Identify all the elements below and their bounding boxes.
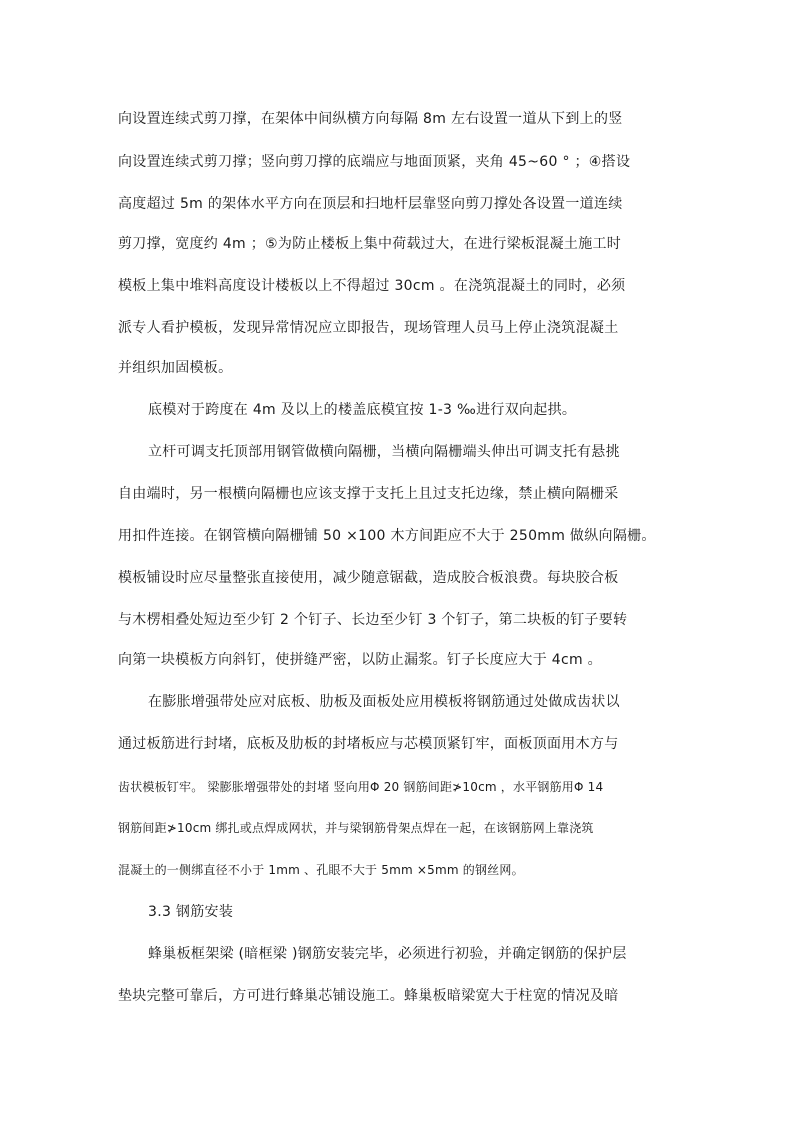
text-line-12: 模板铺设时应尽量整张直接使用，减少随意锯截，造成胶合板浪费。每块胶合板 (118, 570, 619, 586)
text-line-18: 钢筋间距≯10cm 绑扎或点焊成网状，并与梁钢筋骨架点焊在一起，在该钢筋网上靠浇筑 (118, 821, 594, 835)
text-line-4: 剪刀撑，宽度约 4m ；⑤为防止楼板上集中荷载过大，在进行梁板混凝土施工时 (118, 236, 622, 252)
text-line-15: 在膨胀增强带处应对底板、肋板及面板处应用模板将钢筋通过处做成齿状以 (148, 694, 620, 710)
text-line-16: 通过板筋进行封堵，底板及肋板的封堵板应与芯模顶紧钉牢，面板顶面用木方与 (118, 736, 619, 752)
text-line-21: 蜂巢板框架梁 (暗框梁 )钢筋安装完毕，必须进行初验，并确定钢筋的保护层 (148, 946, 627, 962)
text-line-14: 向第一块模板方向斜钉，使拼缝严密，以防止漏浆。钉子长度应大于 4cm 。 (118, 652, 602, 668)
text-line-1: 向设置连续式剪刀撑，在架体中间纵横方向每隔 8m 左右设置一道从下到上的竖 (118, 111, 623, 127)
text-line-3: 高度超过 5m 的架体水平方向在顶层和扫地杆层靠竖向剪刀撑处各设置一道连续 (118, 196, 623, 212)
text-line-10: 自由端时，另一根横向隔栅也应该支撑于支托上且过支托边缘，禁止横向隔栅采 (118, 486, 619, 502)
text-line-11: 用扣件连接。在钢管横向隔栅铺 50 ×100 木方间距应不大于 250mm 做纵向隔栅。 (118, 528, 656, 544)
text-line-6: 派专人看护模板，发现异常情况应立即报告，现场管理人员马上停止浇筑混凝土 (118, 320, 619, 336)
text-line-17: 齿状模板钉牢。 梁膨胀增强带处的封堵 竖向用Φ 20 钢筋间距≯10cm ，水平钢筋用Φ 14 (118, 780, 604, 794)
text-line-7: 并组织加固模板。 (118, 360, 233, 376)
text-line-2: 向设置连续式剪刀撑；竖向剪刀撑的底端应与地面顶紧，夹角 45~60 ° ；④搭设 (118, 154, 631, 170)
text-line-5: 模板上集中堆料高度设计楼板以上不得超过 30cm 。在浇筑混凝土的同时，必须 (118, 278, 626, 294)
text-line-8: 底模对于跨度在 4m 及以上的楼盖底模宜按 1-3 ‰进行双向起拱。 (148, 402, 577, 418)
text-line-19: 混凝土的一侧绑直径不小于 1mm 、孔眼不大于 5mm ×5mm 的钢丝网。 (118, 863, 524, 877)
section-heading: 3.3 钢筋安装 (148, 904, 234, 920)
text-line-13: 与木楞相叠处短边至少钉 2 个钉子、长边至少钉 3 个钉子，第二块板的钉子要转 (118, 612, 628, 628)
text-line-9: 立杆可调支托顶部用钢管做横向隔栅，当横向隔栅端头伸出可调支托有悬挑 (148, 444, 620, 460)
text-line-22: 垫块完整可靠后，方可进行蜂巢芯铺设施工。蜂巢板暗梁宽大于柱宽的情况及暗 (118, 988, 619, 1004)
